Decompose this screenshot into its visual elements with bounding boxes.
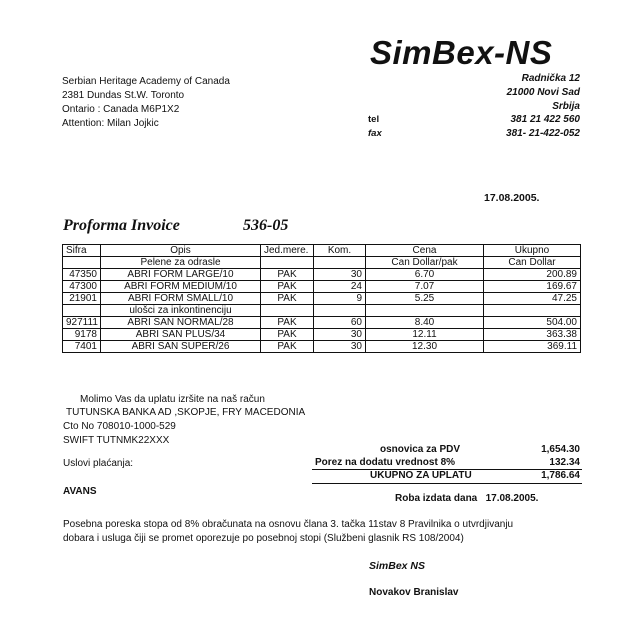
tel-label: tel (368, 114, 380, 125)
invoice-table (62, 244, 581, 353)
sender-tel: 381 21 422 560 (510, 114, 580, 125)
recipient-line: 2381 Dundas St.W. Toronto (62, 90, 185, 101)
bank-name: TUTUNSKA BANKA AD ,SKOPJE, FRY MACEDONIA (66, 407, 306, 418)
sender-fax: 381- 21-422-052 (506, 128, 580, 139)
table-row (63, 269, 581, 281)
bank-account: Cto No 708010-1000-529 (63, 421, 176, 432)
cell-jm: PAK (261, 293, 314, 305)
section-row (63, 305, 581, 317)
cell-kom: 30 (314, 329, 366, 341)
cell-opis: ABRI FORM MEDIUM/10 (101, 281, 261, 293)
header-jm: Jed.mere. (261, 245, 314, 257)
cell-jm: PAK (261, 269, 314, 281)
cell-sifra: 9178 (63, 329, 101, 341)
table-row (63, 341, 581, 353)
payment-conditions-label: Uslovi plaćanja: (63, 458, 134, 469)
total-value: 1,786.64 (541, 470, 580, 481)
sender-street: Radnička 12 (521, 73, 580, 84)
cell-ukupno: 363.38 (484, 329, 581, 341)
table-row (63, 329, 581, 341)
table-row (63, 293, 581, 305)
cell-opis: ABRI SAN NORMAL/28 (101, 317, 261, 329)
recipient-address (62, 75, 230, 131)
cell-sifra: 927111 (63, 317, 101, 329)
currency-cena: Can Dollar/pak (366, 257, 484, 269)
header-cena: Cena (366, 245, 484, 257)
cell-kom: 60 (314, 317, 366, 329)
cell-cena: 8.40 (366, 317, 484, 329)
cell-cena: 7.07 (366, 281, 484, 293)
cell-jm: PAK (261, 329, 314, 341)
table-header-row (63, 245, 581, 257)
table-row (63, 317, 581, 329)
cell-jm: PAK (261, 281, 314, 293)
sender-country: Srbija (552, 101, 580, 112)
cell-opis: ABRI FORM SMALL/10 (101, 293, 261, 305)
header-ukupno: Ukupno (484, 245, 581, 257)
cell-cena: 12.11 (366, 329, 484, 341)
cell-opis: ABRI SAN PLUS/34 (101, 329, 261, 341)
cell-kom: 30 (314, 269, 366, 281)
base-label: osnovica za PDV (380, 444, 461, 455)
invoice-number: 536-05 (243, 217, 289, 234)
cell-kom: 24 (314, 281, 366, 293)
section-row (63, 257, 581, 269)
recipient-line: Serbian Heritage Academy of Canada (62, 76, 230, 87)
totals-underline (312, 483, 582, 484)
header-opis: Opis (101, 245, 261, 257)
header-kom: Kom. (314, 245, 366, 257)
cell-sifra: 7401 (63, 341, 101, 353)
recipient-line: Ontario : Canada M6P1X2 (62, 104, 180, 115)
fax-label: fax (368, 128, 382, 139)
cell-ukupno: 169.67 (484, 281, 581, 293)
cell-ukupno: 504.00 (484, 317, 581, 329)
signature-name: Novakov Branislav (369, 587, 459, 598)
cell-sifra: 21901 (63, 293, 101, 305)
tax-note (63, 518, 583, 546)
tax-note-line: dobara i usluga čiji se promet oporezuje po posebnoj stopi (Službeni glasnik RS 108/2004) (63, 533, 464, 544)
invoice-title: Proforma Invoice (63, 217, 180, 234)
header-sifra: Sifra (63, 245, 101, 257)
cell-kom: 30 (314, 341, 366, 353)
currency-ukupno: Can Dollar (484, 257, 581, 269)
company-logo: SimBex-NS (370, 34, 553, 71)
cell-ukupno: 369.11 (484, 341, 581, 353)
issue-label: Roba izdata dana (395, 493, 478, 504)
tax-value: 132.34 (549, 457, 580, 468)
payment-intro: Molimo Vas da uplatu izršite na naš račun (80, 394, 265, 405)
signature-company: SimBex NS (369, 560, 426, 572)
cell-cena: 6.70 (366, 269, 484, 281)
issue-line (395, 493, 538, 504)
cell-jm: PAK (261, 341, 314, 353)
invoice-date: 17.08.2005. (484, 192, 540, 204)
section-label: ulošci za inkontinenciju (101, 305, 261, 317)
cell-kom: 9 (314, 293, 366, 305)
table-row (63, 281, 581, 293)
cell-cena: 12.30 (366, 341, 484, 353)
tax-note-line: Posebna poreska stopa od 8% obračunata na osnovu člana 3. tačka 11stav 8 Pravilnika o utvrdjivanju (63, 519, 514, 530)
base-value: 1,654.30 (541, 444, 580, 455)
cell-cena: 5.25 (366, 293, 484, 305)
cell-sifra: 47300 (63, 281, 101, 293)
total-label: UKUPNO ZA UPLATU (370, 470, 472, 481)
cell-opis: ABRI SAN SUPER/26 (101, 341, 261, 353)
cell-opis: ABRI FORM LARGE/10 (101, 269, 261, 281)
cell-ukupno: 200.89 (484, 269, 581, 281)
sender-city: 21000 Novi Sad (506, 87, 580, 98)
cell-ukupno: 47.25 (484, 293, 581, 305)
section-label: Pelene za odrasle (101, 257, 261, 269)
tax-label: Porez na dodatu vrednost 8% (315, 457, 456, 468)
payment-conditions-value: AVANS (63, 486, 97, 497)
cell-jm: PAK (261, 317, 314, 329)
bank-swift: SWIFT TUTNMK22XXX (63, 435, 170, 446)
issue-date: 17.08.2005. (485, 493, 539, 504)
cell-sifra: 47350 (63, 269, 101, 281)
recipient-line: Attention: Milan Jojkic (62, 118, 159, 129)
